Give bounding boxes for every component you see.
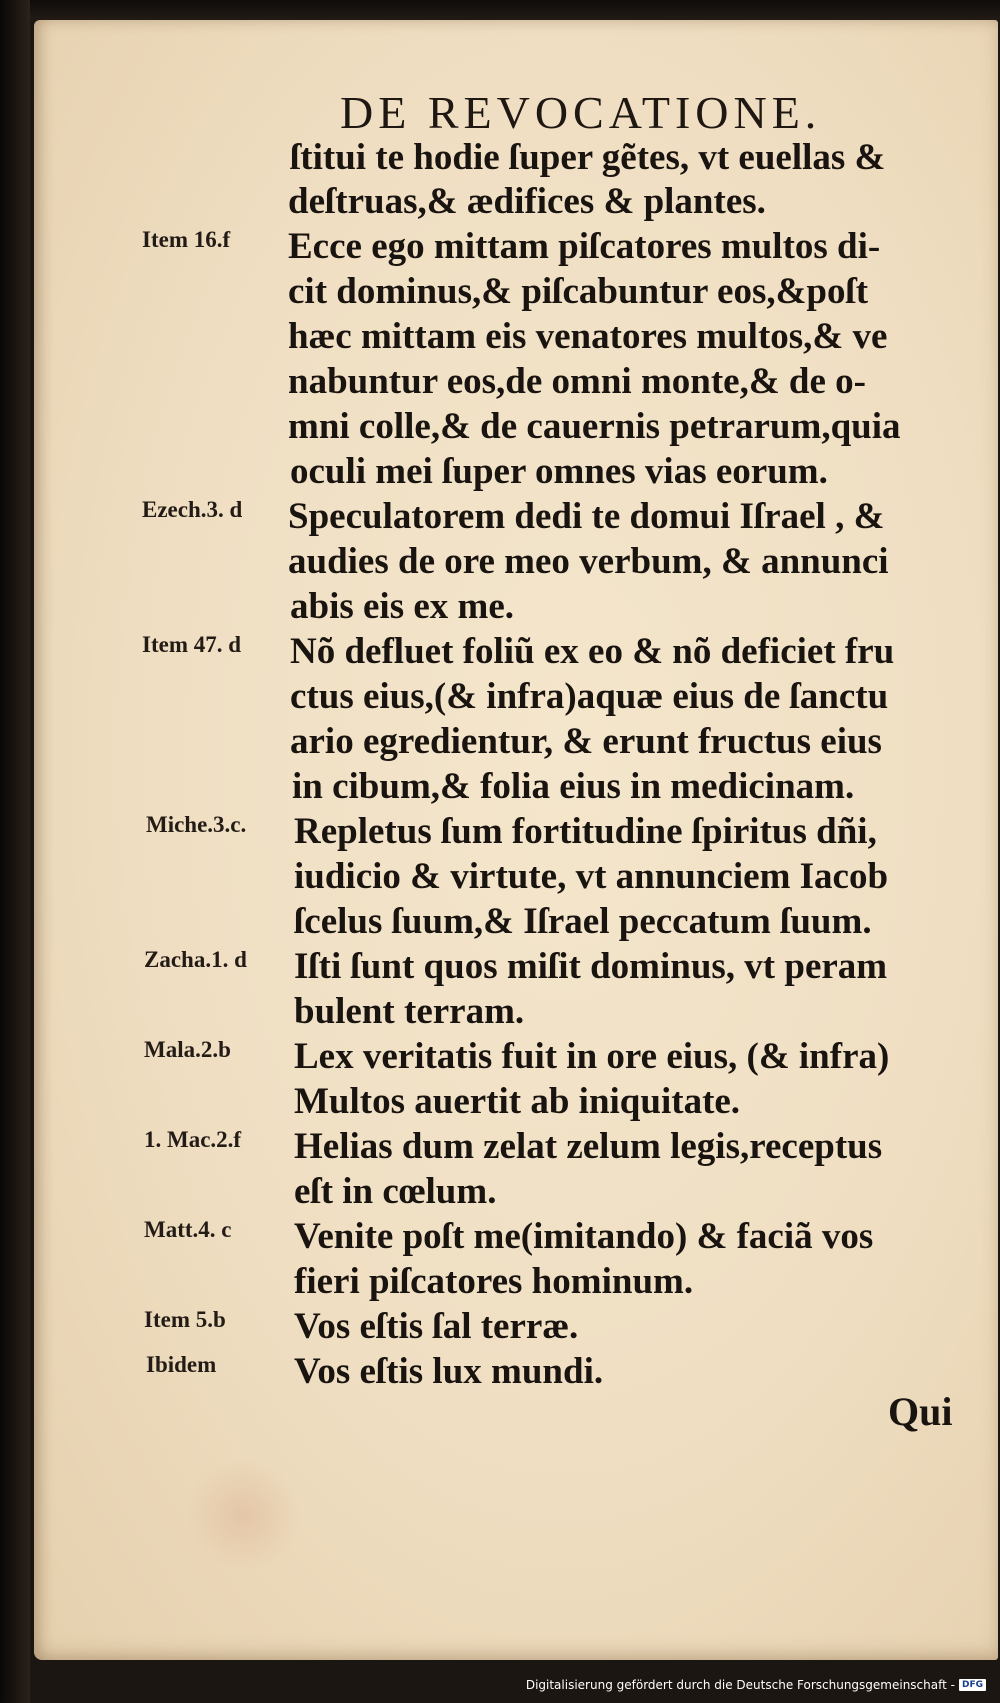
margin-note: Ibidem xyxy=(146,1352,217,1377)
text-line: iudicio & virtute, vt annunciem Iacob xyxy=(294,856,889,897)
margin-note: Mala.2.b xyxy=(144,1037,231,1062)
dfg-logo: DFG xyxy=(959,1679,986,1691)
text-line: Iſti ſunt quos miſit dominus, vt peram xyxy=(294,946,888,987)
text-line: ſtitui te hodie ſuper gẽtes, vt euellas & xyxy=(290,137,886,178)
text-line: ſcelus ſuum,& Iſrael peccatum ſuum. xyxy=(294,901,872,942)
text-line: fieri piſcatores hominum. xyxy=(294,1261,694,1302)
text-line: in cibum,& folia eius in medicinam. xyxy=(292,766,855,807)
text-line: Multos auertit ab iniquitate. xyxy=(294,1081,741,1122)
text-line: Speculatorem dedi te domui Iſrael , & xyxy=(288,496,885,537)
text-line: ctus eius,(& infra)aquæ eius de ſanctu xyxy=(290,676,889,717)
text-line: nabuntur eos,de omni monte,& de o- xyxy=(288,361,866,402)
text-line: Venite poſt me(imitando) & faciã vos xyxy=(294,1216,874,1257)
text-line: Vos eſtis lux mundi. xyxy=(294,1351,604,1392)
margin-note: Miche.3.c. xyxy=(146,812,247,837)
text-line: cit dominus,& piſcabuntur eos,&poſt xyxy=(288,271,869,312)
text-line: Ecce ego mittam piſcatores multos di- xyxy=(288,226,881,267)
text-line: hæc mittam eis venatores multos,& ve xyxy=(288,316,888,357)
text-line: audies de ore meo verbum, & annunci xyxy=(288,541,889,582)
text-line: Lex veritatis fuit in ore eius, (& infra) xyxy=(294,1036,890,1077)
margin-note: Matt.4. c xyxy=(144,1217,232,1242)
text-line: bulent terram. xyxy=(294,991,525,1032)
footer-text: Digitalisierung gefördert durch die Deutsche Forschungsgemeinschaft - xyxy=(525,1678,955,1692)
margin-note: Zacha.1. d xyxy=(144,947,247,972)
text-line: eſt in cœlum. xyxy=(294,1171,497,1212)
top-edge xyxy=(0,0,1000,20)
book-spine xyxy=(0,0,30,1703)
text-line: Helias dum zelat zelum legis,receptus xyxy=(294,1126,883,1167)
text-line: abis eis ex me. xyxy=(290,586,515,627)
margin-note: Item 16.f xyxy=(142,227,231,252)
text-line: Repletus ſum fortitudine ſpiritus dñi, xyxy=(294,811,877,852)
running-head: DE REVOCATIONE. xyxy=(340,87,822,138)
text-line: Vos eſtis ſal terræ. xyxy=(294,1306,579,1347)
digitization-footer xyxy=(526,1673,986,1697)
margin-note: Ezech.3. d xyxy=(142,497,243,522)
catchword: Qui xyxy=(888,1389,953,1434)
paper-stain xyxy=(184,1460,304,1570)
text-line: mni colle,& de cauernis petrarum,quia xyxy=(288,406,901,447)
margin-note: 1. Mac.2.f xyxy=(144,1127,242,1152)
margin-note: Item 5.b xyxy=(144,1307,226,1332)
margin-note: Item 47. d xyxy=(142,632,242,657)
text-line: ario egredientur, & erunt fructus eius xyxy=(290,721,882,762)
text-line: deſtruas,& ædifices & plantes. xyxy=(288,181,766,222)
text-line: oculi mei ſuper omnes vias eorum. xyxy=(290,451,828,492)
text-line: Nõ defluet foliũ ex eo & nõ deficiet fru xyxy=(290,631,895,672)
